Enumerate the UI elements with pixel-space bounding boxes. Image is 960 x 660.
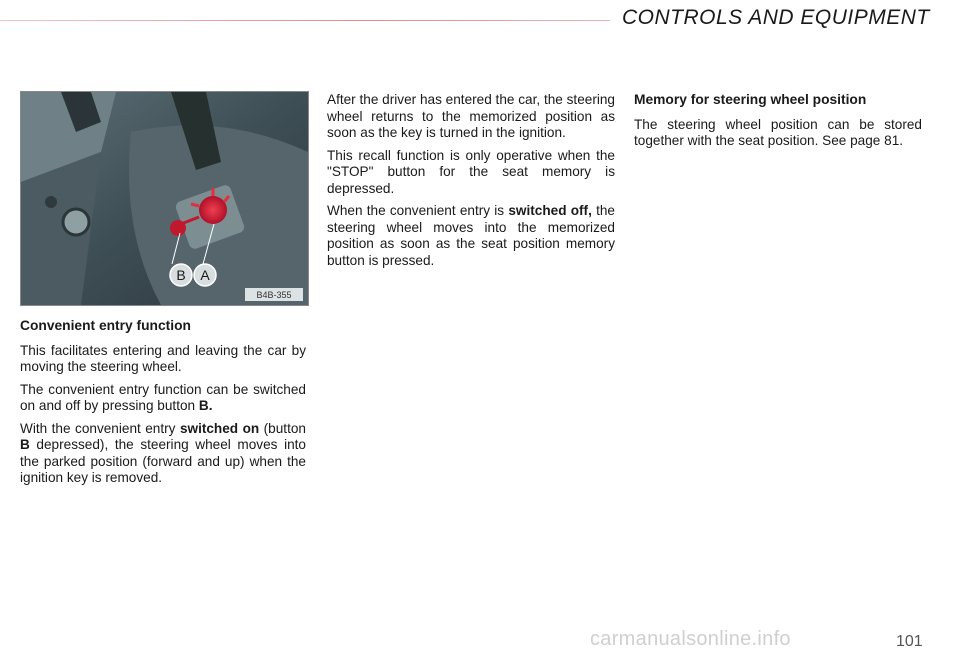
callout-b-icon bbox=[170, 264, 192, 286]
steering-column-illustration bbox=[21, 92, 308, 305]
callout-a-icon bbox=[194, 264, 216, 286]
col3-paragraph-1: The steering wheel position can be stored together with the seat position. See page 81. bbox=[634, 116, 922, 148]
col2-paragraph-3 bbox=[327, 203, 615, 269]
col1-p3-button-ref: B bbox=[20, 437, 30, 452]
header-rule bbox=[0, 20, 610, 21]
column-1 bbox=[20, 318, 306, 493]
column-3 bbox=[634, 92, 922, 156]
col1-p3-text-a: With the convenient entry bbox=[20, 420, 180, 436]
callout-a-label: A bbox=[200, 267, 210, 283]
col2-paragraph-1: After the driver has entered the car, the steering wheel returns to the memorized position as soon as the key is turned in the ignition. bbox=[327, 92, 615, 140]
col2-p3-text-b: the steering wheel moves into the memorized position as soon as the seat position memory button is pressed. bbox=[327, 203, 615, 268]
column-2 bbox=[327, 92, 615, 275]
page-number: 101 bbox=[896, 633, 923, 650]
col1-p2-button-ref: B. bbox=[198, 398, 213, 413]
col2-paragraph-2: This recall function is only operative when the "STOP" button for the seat memory is depressed. bbox=[327, 147, 615, 196]
watermark-text: carmanualsonline.info bbox=[590, 628, 791, 650]
col1-p3-emphasis: switched on bbox=[179, 420, 260, 436]
col1-p3-text-c: depressed), the steering wheel moves into the parked position (forward and up) when the ignition key is removed. bbox=[20, 437, 306, 485]
figure-code: B4B-355 bbox=[256, 290, 292, 300]
col1-p3-text-b: (button bbox=[259, 420, 306, 436]
col1-paragraph-2 bbox=[20, 382, 306, 415]
col1-paragraph-1: This facilitates entering and leaving the car by moving the steering wheel. bbox=[20, 342, 306, 374]
steering-column-photo bbox=[20, 91, 309, 306]
col1-paragraph-3 bbox=[20, 421, 306, 487]
section-heading-convenient-entry: Convenient entry function bbox=[20, 318, 191, 333]
col2-p3-text-a: When the convenient entry is bbox=[327, 203, 509, 218]
col2-p3-emphasis: switched off, bbox=[508, 203, 592, 218]
page-header-title: CONTROLS AND EQUIPMENT bbox=[622, 6, 930, 29]
section-heading-memory: Memory for steering wheel position bbox=[634, 92, 867, 107]
callout-b-label: B bbox=[176, 267, 186, 283]
col1-p2-text: The convenient entry function can be switched on and off by pressing button bbox=[20, 381, 306, 413]
